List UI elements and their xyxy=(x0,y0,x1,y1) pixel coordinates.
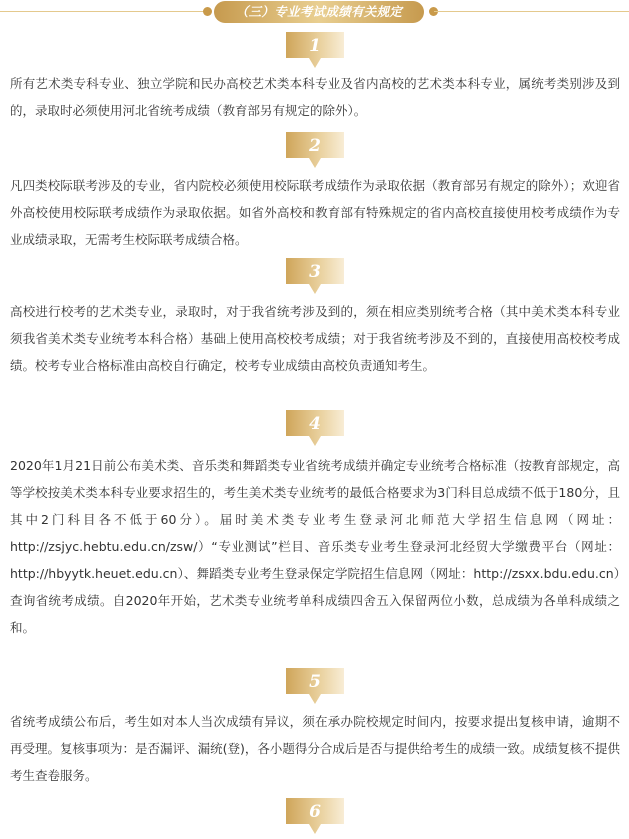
number-badge-1 xyxy=(286,32,344,68)
number-badge-5 xyxy=(286,668,344,704)
badge-number: 4 xyxy=(309,414,321,434)
badge-number: 1 xyxy=(309,36,321,56)
section-title: （三）专业考试成绩有关规定 xyxy=(214,1,424,23)
section-header xyxy=(0,0,629,24)
badge-number: 2 xyxy=(309,136,321,156)
header-divider-right xyxy=(434,11,629,12)
badge-number: 3 xyxy=(309,262,321,282)
number-badge-3 xyxy=(286,258,344,294)
badge-number: 6 xyxy=(309,802,321,822)
paragraph-5: 省统考成绩公布后，考生如对本人当次成绩有异议，须在承办院校规定时间内，按要求提出复核申请，逾期不再受理。复核事项为：是否漏评、漏统(登)，各小题得分合成后是否与提供给考生的成绩一致。成绩复核不提供考生查卷服务。 xyxy=(10,714,620,783)
badge-number: 5 xyxy=(309,672,321,692)
paragraph-1: 所有艺术类专科专业、独立学院和民办高校艺术类本科专业及省内高校的艺术类本科专业，属统考类别涉及到的，录取时必须使用河北省统考成绩（教育部另有规定的除外）。 xyxy=(10,76,620,118)
paragraph-4: 2020年1月21日前公布美术类、音乐类和舞蹈类专业省统考成绩并确定专业统考合格标准（按教育部规定，高等学校按美术类本科专业要求招生的，考生美术类专业统考的最低合格要求为3门科目总成绩不低于180分，且其中2门科目各不低于60分）。届时美术类专业考生登录河北师范大学招生信息网（网址：http://zsjyc.hebtu.edu.cn/zsw/）“专业测试”栏目、音乐类专业考生登录河北经贸大学缴费平台（网址：http://hbyytk.heuet.edu.cn）、舞蹈类专业考生登录保定学院招生信息网（网址：http://zsxx.bdu.edu.cn）查询省统考成绩。自2020年开始，艺术类专业统考单科成绩四舍五入保留两位小数，总成绩为各单科成绩之和。 xyxy=(10,458,620,635)
paragraph-3: 高校进行校考的艺术类专业，录取时，对于我省统考涉及到的，须在相应类别统考合格（其中美术类本科专业须我省美术类专业统考本科合格）基础上使用高校校考成绩；对于我省统考涉及不到的，直接使用高校校考成绩。校考专业合格标准由高校自行确定，校考专业成绩由高校负责通知考生。 xyxy=(10,304,620,373)
number-badge-4 xyxy=(286,410,344,446)
header-divider-left xyxy=(0,11,208,12)
header-dot-left xyxy=(203,7,212,16)
number-badge-2 xyxy=(286,132,344,168)
number-badge-6 xyxy=(286,798,344,834)
paragraph-2: 凡四类校际联考涉及的专业，省内院校必须使用校际联考成绩作为录取依据（教育部另有规定的除外）；欢迎省外高校使用校际联考成绩作为录取依据。如省外高校和教育部有特殊规定的省内高校直接使用校考成绩作为专业成绩录取，无需考生校际联考成绩合格。 xyxy=(10,178,620,247)
